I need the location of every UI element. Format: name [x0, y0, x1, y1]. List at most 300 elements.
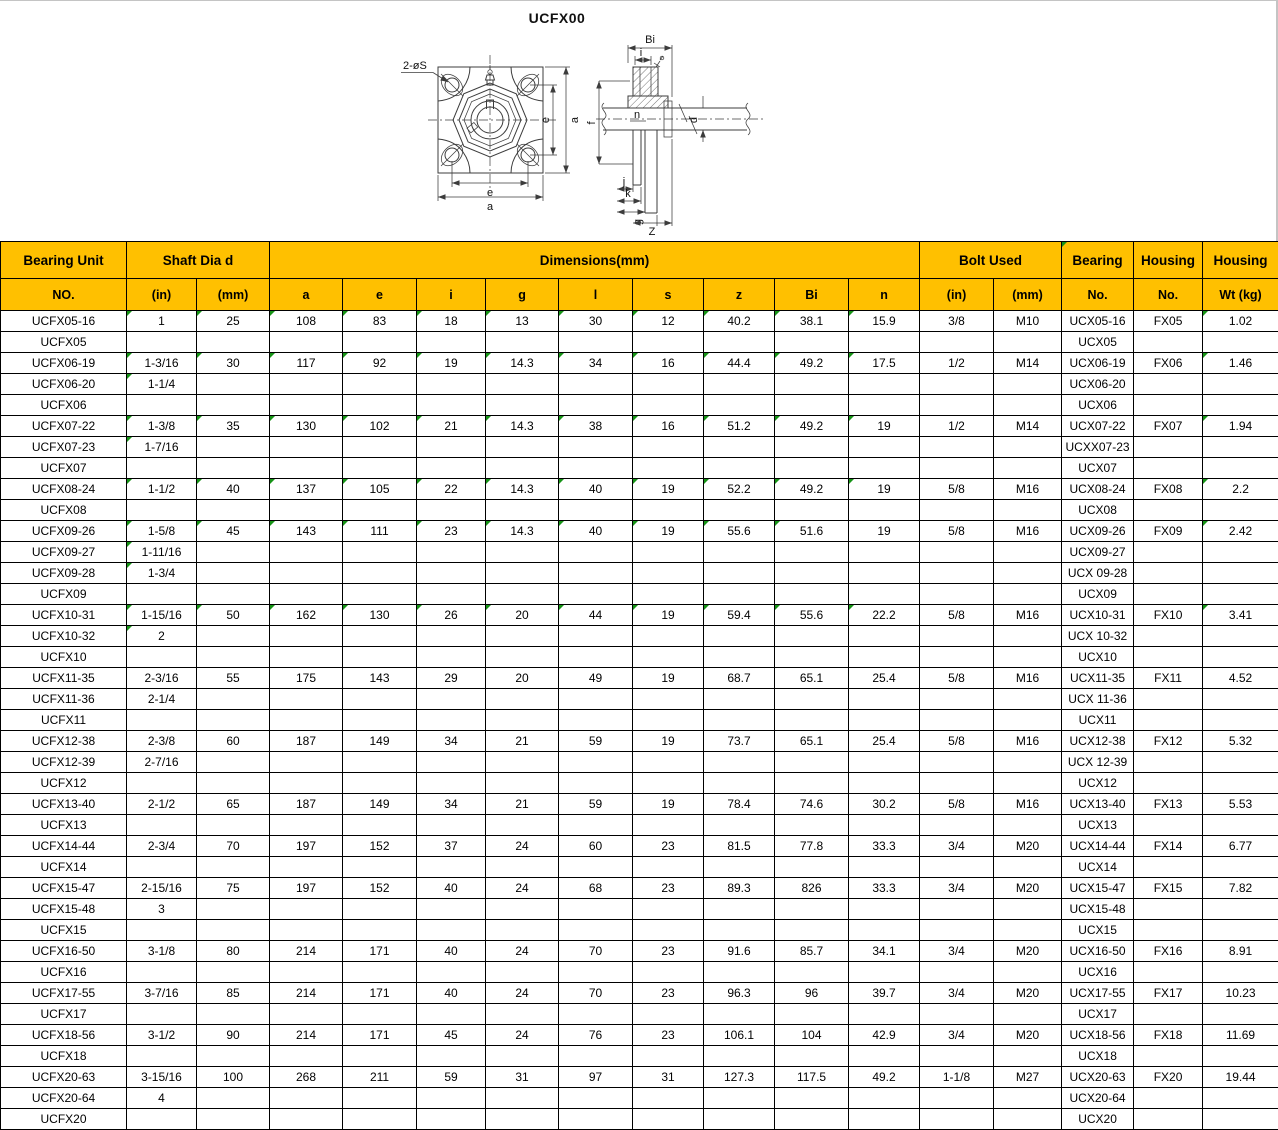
cell-housing-no — [1134, 1046, 1203, 1067]
cell-shaft-mm — [197, 1025, 270, 1046]
cell-bolt-in — [920, 794, 994, 815]
cell-z — [704, 1088, 775, 1109]
cell-value: 175 — [296, 671, 316, 685]
cell-bolt-in — [920, 1088, 994, 1109]
table-row — [1, 437, 1278, 458]
cell-value: 5/8 — [948, 608, 965, 622]
cell-value: 149 — [370, 734, 390, 748]
cell-bearing-no — [1062, 542, 1134, 563]
cell-e — [343, 647, 417, 668]
green-flag-marker — [127, 626, 132, 631]
grease-fitting-side — [654, 56, 663, 67]
cell-shaft-mm — [197, 353, 270, 374]
cell-housing-wt — [1203, 836, 1278, 857]
cell-value: 106.1 — [724, 1028, 754, 1042]
cell-housing-no — [1134, 395, 1203, 416]
cell-value: 59.4 — [727, 608, 750, 622]
cell-g — [486, 899, 559, 920]
cell-bearing-no — [1062, 836, 1134, 857]
cell-n — [849, 668, 920, 689]
cell-z — [704, 395, 775, 416]
cell-l — [559, 1088, 633, 1109]
green-flag-marker — [343, 353, 348, 358]
cell-value: 29 — [444, 671, 457, 685]
cell-bolt-in — [920, 605, 994, 626]
cell-bearing-no — [1062, 857, 1134, 878]
col-header-housing-wt: Wt (kg) — [1203, 279, 1278, 311]
cell-value: 78.4 — [727, 797, 750, 811]
cell-i — [417, 668, 486, 689]
cell-value: UCFX20-64 — [32, 1091, 95, 1105]
cell-s — [633, 731, 704, 752]
cell-g — [486, 1067, 559, 1088]
cell-shaft-mm — [197, 899, 270, 920]
cell-bolt-mm — [994, 479, 1062, 500]
cell-value: UCX16 — [1078, 965, 1117, 979]
cell-value: 14.3 — [510, 419, 533, 433]
cell-z — [704, 563, 775, 584]
cell-value: 5/8 — [948, 524, 965, 538]
cell-z — [704, 1025, 775, 1046]
cell-l — [559, 920, 633, 941]
green-flag-marker — [559, 416, 564, 421]
cell-e — [343, 458, 417, 479]
cell-value: UCX06-20 — [1070, 377, 1126, 391]
green-flag-marker — [270, 605, 275, 610]
cell-value: UCX07 — [1078, 461, 1117, 475]
cell-value: 65 — [226, 797, 239, 811]
cell-shaft-mm — [197, 605, 270, 626]
cell-no — [1, 437, 127, 458]
cell-n — [849, 437, 920, 458]
cell-no — [1, 416, 127, 437]
cell-value: UCFX20 — [40, 1112, 86, 1126]
cell-bolt-in — [920, 353, 994, 374]
cell-i — [417, 899, 486, 920]
cell-z — [704, 374, 775, 395]
table-row — [1, 374, 1278, 395]
cell-z — [704, 752, 775, 773]
cell-a — [270, 668, 343, 689]
cell-bolt-mm — [994, 500, 1062, 521]
cell-bearing-no — [1062, 668, 1134, 689]
cell-e — [343, 815, 417, 836]
cell-value: 3 — [158, 902, 165, 916]
cell-value: 21 — [515, 797, 528, 811]
cell-n — [849, 773, 920, 794]
cell-bolt-mm — [994, 563, 1062, 584]
green-flag-marker — [417, 416, 422, 421]
cell-g — [486, 626, 559, 647]
cell-value: UCX12 — [1078, 776, 1117, 790]
cell-housing-no — [1134, 521, 1203, 542]
cell-value: 2-3/16 — [144, 671, 178, 685]
cell-i — [417, 815, 486, 836]
cell-shaft-mm — [197, 752, 270, 773]
cell-value: 23 — [661, 1028, 674, 1042]
cell-value: UCFX18-56 — [32, 1028, 95, 1042]
cell-g — [486, 815, 559, 836]
cell-shaft-in — [127, 605, 197, 626]
cell-g — [486, 794, 559, 815]
cell-a — [270, 1067, 343, 1088]
cell-value: 96 — [805, 986, 818, 1000]
cell-l — [559, 605, 633, 626]
green-flag-marker — [775, 605, 780, 610]
cell-i — [417, 437, 486, 458]
cell-value: 44.4 — [727, 356, 750, 370]
green-flag-marker — [1203, 416, 1208, 421]
cell-bearing-no — [1062, 395, 1134, 416]
cell-value: 4.52 — [1229, 671, 1252, 685]
cell-shaft-mm — [197, 479, 270, 500]
cell-n — [849, 479, 920, 500]
cell-a — [270, 689, 343, 710]
cell-bolt-mm — [994, 731, 1062, 752]
cell-a — [270, 563, 343, 584]
cell-value: 85 — [226, 986, 239, 1000]
table-row — [1, 836, 1278, 857]
cell-bolt-in — [920, 941, 994, 962]
cell-value: FX15 — [1154, 881, 1183, 895]
cell-value: 34 — [444, 734, 457, 748]
cell-no — [1, 710, 127, 731]
cell-housing-no — [1134, 1109, 1203, 1130]
cell-a — [270, 773, 343, 794]
cell-g — [486, 563, 559, 584]
cell-i — [417, 794, 486, 815]
cell-i — [417, 584, 486, 605]
cell-value: 25.4 — [872, 734, 895, 748]
green-flag-marker — [775, 311, 780, 316]
cell-a — [270, 605, 343, 626]
cell-s — [633, 416, 704, 437]
cell-shaft-mm — [197, 1088, 270, 1109]
cell-l — [559, 899, 633, 920]
cell-n — [849, 626, 920, 647]
cell-e — [343, 752, 417, 773]
cell-a — [270, 710, 343, 731]
cell-value: FX07 — [1154, 419, 1183, 433]
cell-value: FX08 — [1154, 482, 1183, 496]
cell-bi — [775, 1025, 849, 1046]
cell-housing-no — [1134, 1004, 1203, 1025]
cell-value: M20 — [1016, 839, 1039, 853]
cell-z — [704, 542, 775, 563]
green-flag-marker — [343, 416, 348, 421]
cell-s — [633, 794, 704, 815]
col-header-g: g — [486, 279, 559, 311]
cell-value: 33.3 — [872, 881, 895, 895]
green-flag-marker — [486, 521, 491, 526]
cell-value: 30 — [589, 314, 602, 328]
cell-value: 1.46 — [1229, 356, 1252, 370]
cell-value: UCX12-38 — [1070, 734, 1126, 748]
cell-shaft-mm — [197, 521, 270, 542]
cell-value: 26 — [444, 608, 457, 622]
cell-shaft-mm — [197, 710, 270, 731]
cell-value: 83 — [373, 314, 386, 328]
cell-l — [559, 1046, 633, 1067]
cell-value: 3-1/2 — [148, 1028, 175, 1042]
cell-value: UCX13 — [1078, 818, 1117, 832]
cell-bearing-no — [1062, 563, 1134, 584]
cell-value: 149 — [370, 797, 390, 811]
cell-value: 16 — [661, 356, 674, 370]
cell-value: 826 — [802, 881, 822, 895]
cell-s — [633, 605, 704, 626]
green-flag-marker — [127, 521, 132, 526]
cell-bi — [775, 311, 849, 332]
cell-a — [270, 353, 343, 374]
green-flag-marker — [270, 416, 275, 421]
col-header-z: z — [704, 279, 775, 311]
cell-z — [704, 857, 775, 878]
cell-e — [343, 437, 417, 458]
cell-value: 59 — [589, 797, 602, 811]
cell-shaft-mm — [197, 836, 270, 857]
cell-value: 18 — [444, 314, 457, 328]
cell-n — [849, 1046, 920, 1067]
table-row — [1, 1088, 1278, 1109]
cell-g — [486, 1109, 559, 1130]
cell-g — [486, 836, 559, 857]
cell-s — [633, 752, 704, 773]
col-header-bolt-in: (in) — [920, 279, 994, 311]
cell-bolt-in — [920, 563, 994, 584]
cell-z — [704, 311, 775, 332]
ear-bottom-left — [438, 139, 470, 173]
cell-value: 11.69 — [1226, 1028, 1255, 1042]
cell-housing-wt — [1203, 626, 1278, 647]
cell-bolt-in — [920, 479, 994, 500]
cell-shaft-mm — [197, 794, 270, 815]
side-view — [586, 34, 766, 238]
cell-l — [559, 773, 633, 794]
cell-bolt-mm — [994, 983, 1062, 1004]
cell-value: 70 — [226, 839, 239, 853]
cell-value: 55.6 — [727, 524, 750, 538]
flange-body-section — [645, 130, 657, 213]
cell-bolt-mm — [994, 710, 1062, 731]
cell-value: 2.42 — [1229, 524, 1252, 538]
cell-bolt-in — [920, 1109, 994, 1130]
cell-value: 19.44 — [1226, 1070, 1256, 1084]
cell-housing-no — [1134, 563, 1203, 584]
cell-g — [486, 395, 559, 416]
cell-z — [704, 1046, 775, 1067]
table-row — [1, 878, 1278, 899]
cell-n — [849, 710, 920, 731]
cell-s — [633, 647, 704, 668]
green-flag-marker — [775, 479, 780, 484]
header-housing-no: Housing — [1134, 242, 1203, 279]
cell-value: UCFX08-24 — [32, 482, 95, 496]
cell-value: 38 — [589, 419, 602, 433]
cell-no — [1, 731, 127, 752]
cell-value: 80 — [226, 944, 239, 958]
green-flag-marker — [633, 416, 638, 421]
cell-shaft-in — [127, 458, 197, 479]
col-header-n: n — [849, 279, 920, 311]
cell-shaft-in — [127, 710, 197, 731]
col-header-i: i — [417, 279, 486, 311]
cell-housing-wt — [1203, 752, 1278, 773]
cell-no — [1, 878, 127, 899]
dim-label-k: k — [625, 188, 631, 200]
cell-bolt-mm — [994, 311, 1062, 332]
cell-value: 51.6 — [800, 524, 823, 538]
cell-value: 60 — [589, 839, 602, 853]
header-dimensions: Dimensions(mm) — [270, 242, 920, 279]
cell-housing-no — [1134, 962, 1203, 983]
cell-l — [559, 941, 633, 962]
cell-housing-wt — [1203, 437, 1278, 458]
green-flag-marker — [1203, 353, 1208, 358]
cell-n — [849, 563, 920, 584]
cell-value: 16 — [661, 419, 674, 433]
cell-l — [559, 878, 633, 899]
cell-g — [486, 962, 559, 983]
cell-shaft-mm — [197, 857, 270, 878]
cell-bolt-mm — [994, 1067, 1062, 1088]
cell-a — [270, 731, 343, 752]
cell-bi — [775, 395, 849, 416]
cell-i — [417, 563, 486, 584]
cell-value: UCFX09 — [40, 587, 86, 601]
cell-value: 8.91 — [1229, 944, 1252, 958]
cell-value: FX13 — [1154, 797, 1183, 811]
cell-i — [417, 1088, 486, 1109]
cell-shaft-in — [127, 731, 197, 752]
cell-bolt-mm — [994, 815, 1062, 836]
cell-no — [1, 353, 127, 374]
cell-z — [704, 626, 775, 647]
cell-no — [1, 521, 127, 542]
cell-value: 143 — [370, 671, 390, 685]
cell-value: 12 — [661, 314, 674, 328]
cell-z — [704, 1067, 775, 1088]
table-row — [1, 731, 1278, 752]
cell-value: 3-15/16 — [141, 1070, 182, 1084]
cell-e — [343, 1088, 417, 1109]
cell-shaft-in — [127, 500, 197, 521]
cell-z — [704, 773, 775, 794]
cell-value: M10 — [1016, 314, 1039, 328]
cell-value: 197 — [296, 839, 316, 853]
cell-a — [270, 332, 343, 353]
cell-value: 5/8 — [948, 734, 965, 748]
cell-l — [559, 479, 633, 500]
cell-value: 111 — [370, 524, 388, 538]
cell-value: UCFX16 — [40, 965, 86, 979]
cell-g — [486, 332, 559, 353]
cell-value: 74.6 — [800, 797, 823, 811]
cell-shaft-in — [127, 815, 197, 836]
cell-value: 5/8 — [948, 671, 965, 685]
cell-housing-wt — [1203, 857, 1278, 878]
cell-z — [704, 605, 775, 626]
cell-value: 30.2 — [872, 797, 895, 811]
cell-l — [559, 710, 633, 731]
cell-value: 89.3 — [727, 881, 750, 895]
cell-n — [849, 1088, 920, 1109]
cell-i — [417, 941, 486, 962]
cell-bolt-mm — [994, 437, 1062, 458]
cell-a — [270, 1109, 343, 1130]
cell-housing-no — [1134, 458, 1203, 479]
cell-bearing-no — [1062, 437, 1134, 458]
cell-value: 30 — [226, 356, 239, 370]
cell-l — [559, 458, 633, 479]
table-row — [1, 626, 1278, 647]
cell-bolt-in — [920, 500, 994, 521]
cell-value: UCFX13-40 — [32, 797, 95, 811]
green-flag-marker — [633, 605, 638, 610]
green-flag-marker — [486, 416, 491, 421]
cell-value: M16 — [1016, 608, 1039, 622]
cell-n — [849, 983, 920, 1004]
cell-housing-wt — [1203, 542, 1278, 563]
cell-e — [343, 773, 417, 794]
table-row — [1, 710, 1278, 731]
cell-z — [704, 668, 775, 689]
cell-shaft-in — [127, 941, 197, 962]
technical-drawing-svg — [0, 1, 1276, 241]
cell-n — [849, 416, 920, 437]
green-flag-marker — [270, 479, 275, 484]
cell-bolt-mm — [994, 542, 1062, 563]
cell-value: 1/2 — [948, 419, 965, 433]
cell-bolt-in — [920, 962, 994, 983]
cell-value: 1-7/16 — [144, 440, 178, 454]
cell-e — [343, 941, 417, 962]
cell-bolt-mm — [994, 1046, 1062, 1067]
cell-value: M16 — [1016, 797, 1039, 811]
cell-l — [559, 647, 633, 668]
cell-housing-wt — [1203, 374, 1278, 395]
cell-bearing-no — [1062, 458, 1134, 479]
cell-bolt-in — [920, 626, 994, 647]
cell-s — [633, 584, 704, 605]
cell-e — [343, 1025, 417, 1046]
green-flag-marker — [127, 542, 132, 547]
cell-value: 90 — [226, 1028, 239, 1042]
cell-l — [559, 437, 633, 458]
cell-value: UCX05-16 — [1070, 314, 1126, 328]
cell-value: 1-1/8 — [943, 1070, 970, 1084]
cell-bolt-mm — [994, 584, 1062, 605]
cell-value: 20 — [515, 671, 528, 685]
cell-i — [417, 773, 486, 794]
cell-l — [559, 857, 633, 878]
ear-top-left — [438, 67, 470, 101]
cell-housing-wt — [1203, 941, 1278, 962]
cell-s — [633, 479, 704, 500]
cell-i — [417, 752, 486, 773]
cell-shaft-mm — [197, 920, 270, 941]
cell-value: 24 — [515, 944, 528, 958]
cell-value: 39.7 — [872, 986, 895, 1000]
cell-bolt-mm — [994, 1088, 1062, 1109]
cell-e — [343, 1067, 417, 1088]
cell-bolt-in — [920, 416, 994, 437]
cell-value: 1-1/4 — [148, 377, 175, 391]
cell-a — [270, 962, 343, 983]
cell-housing-no — [1134, 941, 1203, 962]
cell-s — [633, 857, 704, 878]
cell-l — [559, 563, 633, 584]
